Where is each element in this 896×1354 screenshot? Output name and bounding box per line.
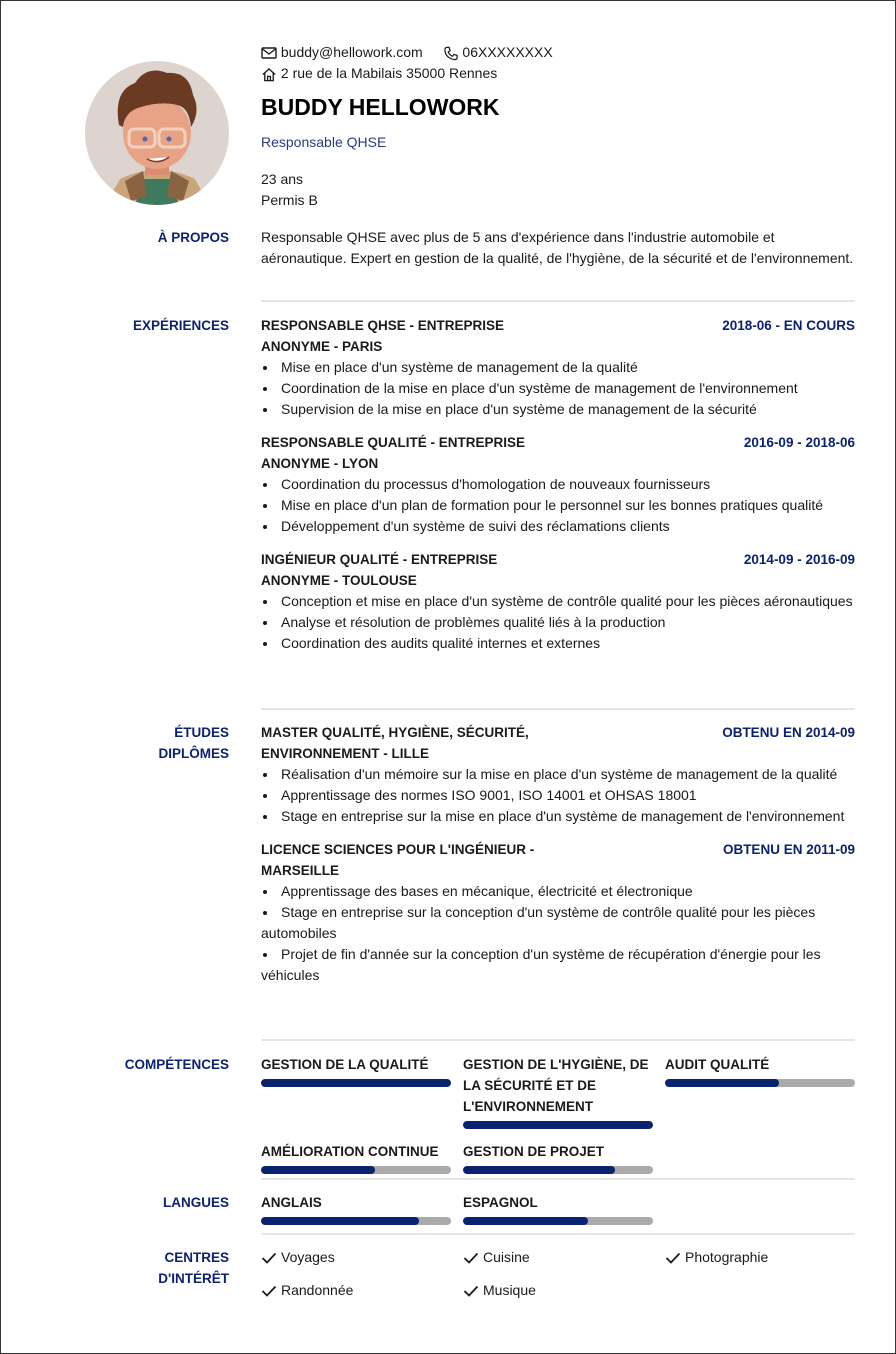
section-label-education: [60, 722, 229, 764]
experience-list: [261, 315, 855, 666]
label-line: D'INTÉRÊT: [158, 1271, 229, 1286]
check-icon: [463, 1284, 479, 1298]
interest-label: Voyages: [281, 1249, 335, 1265]
bullet: Développement d'un système de suivi des réclamations clients: [261, 516, 855, 537]
skill-item: [463, 1141, 653, 1174]
phone-icon: [443, 46, 459, 61]
education-item: [261, 722, 855, 827]
interest-item: [463, 1247, 653, 1268]
bullet: Coordination des audits qualité internes et externes: [261, 633, 855, 654]
language-item: [463, 1192, 653, 1225]
check-icon: [261, 1284, 277, 1298]
divider: [261, 300, 855, 302]
education-item: [261, 839, 855, 986]
bullet: Supervision de la mise en place d'un système de management de la sécurité: [261, 399, 855, 420]
bullet: Projet de fin d'année sur la conception d'un système de récupération d'énergie pour les véhicules: [261, 944, 855, 986]
label-line: DIPLÔMES: [158, 746, 229, 761]
education-title: LICENCE SCIENCES POUR L'INGÉNIEUR - MARSEILLE: [261, 842, 535, 878]
about-text: Responsable QHSE avec plus de 5 ans d'expérience dans l'industrie automobile et aéronautique. Expert en gestion de la qualité, de l'hygiène, de la sécurité et de l'environnement.: [261, 229, 854, 266]
bullet: Mise en place d'un système de management de la qualité: [261, 357, 855, 378]
skill-bar: [665, 1079, 855, 1087]
section-label-interests: [60, 1247, 229, 1289]
section-label-languages: LANGUES: [162, 1195, 229, 1210]
interest-label: Randonnée: [281, 1282, 354, 1298]
experience-title: INGÉNIEUR QUALITÉ - ENTREPRISE ANONYME - TOULOUSE: [261, 552, 498, 588]
interest-label: Photographie: [685, 1249, 769, 1265]
skill-item: [261, 1054, 451, 1129]
section-label-about: À PROPOS: [157, 230, 229, 245]
bullet: Analyse et résolution de problèmes qualité liés à la production: [261, 612, 855, 633]
bullet: Stage en entreprise sur la conception d'un système de contrôle qualité pour les pièces automobiles: [261, 902, 855, 944]
language-bar: [463, 1217, 653, 1225]
interest-item: [463, 1280, 653, 1301]
bullet: Stage en entreprise sur la mise en place d'un système de management de l'environnement: [261, 806, 855, 827]
contact-line: [261, 42, 553, 63]
bullet: Coordination de la mise en place d'un système de management de l'environnement: [261, 378, 855, 399]
languages-list: [261, 1192, 855, 1225]
envelope-icon: [261, 46, 277, 60]
check-icon: [261, 1251, 277, 1265]
bullet: Conception et mise en place d'un système de contrôle qualité pour les pièces aéronautiques: [261, 591, 855, 612]
language-bar-fill: [463, 1217, 588, 1225]
age: 23 ans: [261, 171, 304, 187]
bullet: Coordination du processus d'homologation de nouveaux fournisseurs: [261, 474, 855, 495]
skill-bar: [261, 1166, 451, 1174]
skill-bar-fill: [665, 1079, 779, 1087]
skill-bar: [261, 1079, 451, 1087]
driving-license: Permis B: [261, 192, 318, 208]
bullet: Apprentissage des normes ISO 9001, ISO 14001 et OHSAS 18001: [261, 785, 855, 806]
job-title: Responsable QHSE: [261, 134, 387, 150]
bullet: Réalisation d'un mémoire sur la mise en place d'un système de management de la qualité: [261, 764, 855, 785]
interest-item: [261, 1280, 451, 1301]
interest-label: Cuisine: [483, 1249, 530, 1265]
skill-bar-fill: [463, 1166, 615, 1174]
address-line: [261, 63, 497, 84]
education-title: MASTER QUALITÉ, HYGIÈNE, SÉCURITÉ, ENVIRONNEMENT - LILLE: [261, 725, 529, 761]
label-line: CENTRES: [164, 1250, 229, 1265]
address: 2 rue de la Mabilais 35000 Rennes: [280, 65, 498, 81]
skill-name: AMÉLIORATION CONTINUE: [261, 1144, 439, 1159]
experience-date: 2018-06 - EN COURS: [722, 318, 855, 333]
section-label-skills: COMPÉTENCES: [124, 1057, 229, 1072]
phone-number: 06XXXXXXXX: [462, 44, 553, 60]
skill-bar-fill: [261, 1166, 375, 1174]
skill-name: GESTION DE LA QUALITÉ: [261, 1057, 429, 1072]
experience-date: 2014-09 - 2016-09: [743, 552, 855, 567]
language-name: ESPAGNOL: [463, 1195, 538, 1210]
divider: [261, 1039, 855, 1041]
skill-bar-fill: [261, 1079, 451, 1087]
interests-list: [261, 1247, 855, 1301]
home-icon: [261, 67, 277, 82]
bullet: Apprentissage des bases en mécanique, électricité et électronique: [261, 881, 855, 902]
label-line: ÉTUDES: [174, 725, 229, 740]
skill-name: GESTION DE PROJET: [463, 1144, 605, 1159]
interest-label: Musique: [483, 1282, 536, 1298]
language-name: ANGLAIS: [261, 1195, 322, 1210]
interest-item: [665, 1247, 855, 1268]
education-list: [261, 722, 855, 998]
language-item: [261, 1192, 451, 1225]
skill-item: [463, 1054, 653, 1129]
experience-title: RESPONSABLE QUALITÉ - ENTREPRISE ANONYME - LYON: [261, 435, 526, 471]
divider: [261, 708, 855, 710]
experience-item: [261, 315, 855, 420]
skill-bar: [463, 1166, 653, 1174]
education-date: OBTENU EN 2011-09: [722, 842, 855, 857]
skill-bar: [463, 1121, 653, 1129]
email-link[interactable]: buddy@hellowork.com: [280, 44, 423, 60]
avatar: [85, 61, 229, 205]
skill-bar-fill: [463, 1121, 653, 1129]
check-icon: [665, 1251, 681, 1265]
experience-title: RESPONSABLE QHSE - ENTREPRISE ANONYME - PARIS: [261, 318, 505, 354]
education-date: OBTENU EN 2014-09: [722, 725, 855, 740]
check-icon: [463, 1251, 479, 1265]
experience-date: 2016-09 - 2018-06: [743, 435, 855, 450]
interest-item: [261, 1247, 451, 1268]
divider: [261, 1233, 855, 1235]
skill-name: AUDIT QUALITÉ: [665, 1057, 770, 1072]
experience-item: [261, 432, 855, 537]
language-bar-fill: [261, 1217, 419, 1225]
section-label-experience: EXPÉRIENCES: [132, 318, 229, 333]
bullet: Mise en place d'un plan de formation pour le personnel sur les bonnes pratiques qualité: [261, 495, 855, 516]
language-bar: [261, 1217, 451, 1225]
experience-item: [261, 549, 855, 654]
skill-name: GESTION DE L'HYGIÈNE, DE LA SÉCURITÉ ET DE L'ENVIRONNEMENT: [463, 1057, 649, 1114]
skill-item: [665, 1054, 855, 1129]
skills-list: [261, 1054, 855, 1174]
skill-item: [261, 1141, 451, 1174]
divider: [261, 1178, 855, 1180]
candidate-name: BUDDY HELLOWORK: [261, 94, 500, 120]
